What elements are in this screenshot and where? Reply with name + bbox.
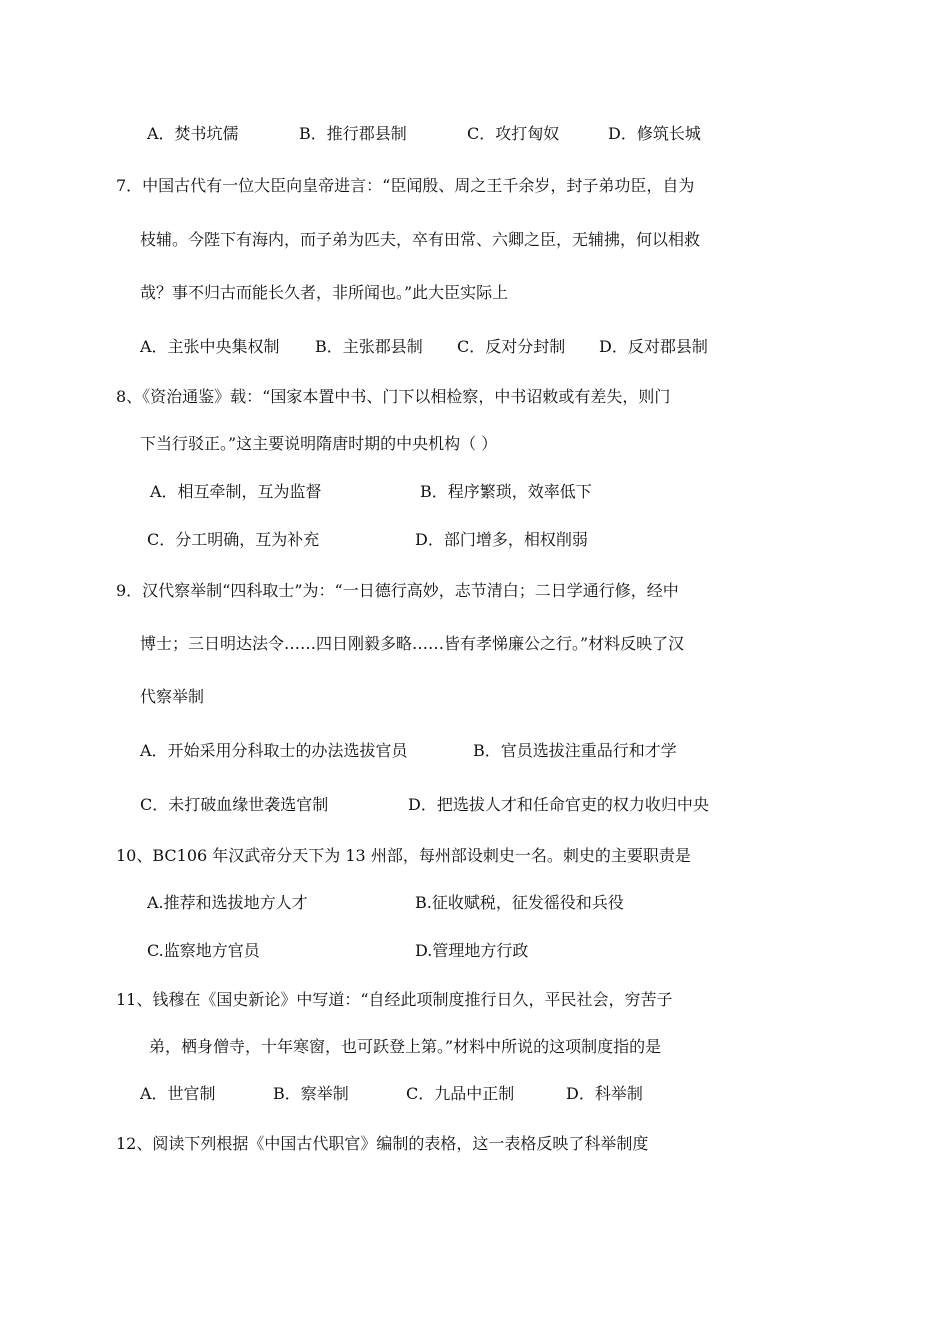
q7-stem-line-3: 哉？事不归古而能长久者，非所闻也。”此大臣实际上 xyxy=(140,283,509,302)
q8-option-b: B．程序繁琐，效率低下 xyxy=(420,482,592,501)
q6-option-b: B．推行郡县制 xyxy=(299,124,407,143)
q11-option-a: A．世官制 xyxy=(140,1084,216,1103)
q12-stem-line-1: 12、阅读下列根据《中国古代职官》编制的表格，这一表格反映了科举制度 xyxy=(116,1134,649,1153)
q7-option-a: A．主张中央集权制 xyxy=(140,337,280,356)
q9-stem-line-3: 代察举制 xyxy=(140,687,205,706)
q11-stem-line-1: 11、钱穆在《国史新论》中写道：“自经此项制度推行日久，平民社会，穷苦子 xyxy=(116,990,673,1009)
q10-option-c: C.监察地方官员 xyxy=(147,941,260,960)
q11-stem-line-2: 弟，栖身僧寺，十年寒窗，也可跃登上第。”材料中所说的这项制度指的是 xyxy=(149,1037,662,1056)
q7-stem-line-2: 枝辅。今陛下有海内，而子弟为匹夫，卒有田常、六卿之臣，无辅拂，何以相救 xyxy=(140,230,701,249)
q6-option-a: A．焚书坑儒 xyxy=(147,124,239,143)
q9-option-c: C．未打破血缘世袭选官制 xyxy=(140,795,329,814)
q10-option-d: D.管理地方行政 xyxy=(415,941,529,960)
q6-option-d: D．修筑长城 xyxy=(608,124,701,143)
q8-option-d: D．部门增多，相权削弱 xyxy=(415,530,588,549)
q8-option-c: C．分工明确，互为补充 xyxy=(147,530,320,549)
q8-stem-line-1: 8、《资治通鉴》载：“国家本置中书、门下以相检察，中书诏敕或有差失，则门 xyxy=(116,387,671,406)
q9-option-a: A．开始采用分科取士的办法选拔官员 xyxy=(140,741,408,760)
q7-stem-line-1: 7．中国古代有一位大臣向皇帝进言：“臣闻殷、周之王千余岁，封子弟功臣，自为 xyxy=(116,176,695,195)
q7-option-c: C．反对分封制 xyxy=(457,337,566,356)
q9-option-b: B．官员选拔注重品行和才学 xyxy=(473,741,677,760)
q11-option-b: B．察举制 xyxy=(273,1084,349,1103)
q10-stem-line-1: 10、BC106 年汉武帝分天下为 13 州部，每州部设刺史一名。刺史的主要职责是 xyxy=(116,846,691,865)
q8-option-a: A．相互牵制，互为监督 xyxy=(150,482,322,501)
q11-option-c: C．九品中正制 xyxy=(406,1084,515,1103)
q10-option-b: B.征收赋税，征发徭役和兵役 xyxy=(415,893,624,912)
q7-option-d: D．反对郡县制 xyxy=(599,337,708,356)
q9-option-d: D．把选拔人才和任命官吏的权力收归中央 xyxy=(408,795,709,814)
q6-option-c: C．攻打匈奴 xyxy=(467,124,560,143)
q11-option-d: D．科举制 xyxy=(566,1084,643,1103)
q9-stem-line-1: 9．汉代察举制“四科取士”为：“一日德行高妙，志节清白；二日学通行修，经中 xyxy=(116,581,679,600)
q8-stem-line-2: 下当行驳正。”这主要说明隋唐时期的中央机构（ ） xyxy=(140,434,498,453)
q7-option-b: B．主张郡县制 xyxy=(315,337,423,356)
q10-option-a: A.推荐和选拔地方人才 xyxy=(147,893,308,912)
q9-stem-line-2: 博士；三日明达法令……四日刚毅多略……皆有孝悌廉公之行。”材料反映了汉 xyxy=(140,634,685,653)
